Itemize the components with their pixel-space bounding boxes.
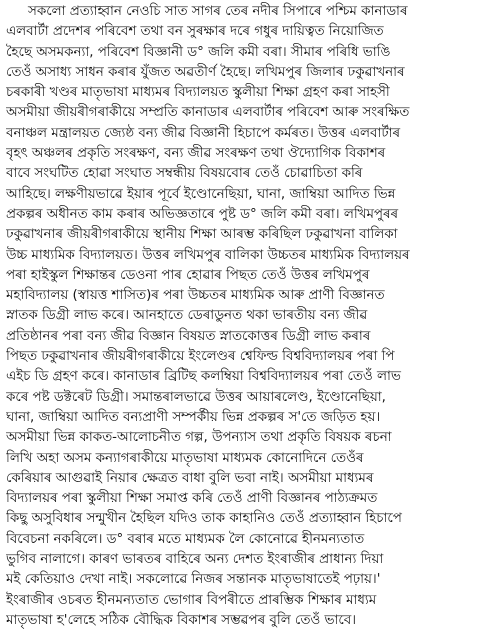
article-line-1: সকলো প্ৰত্যাহ্বান নেওচি সাত সাগৰ তেৰ নদীৰ সিপাৰে পশ্চিম কানাডাৰ — [28, 4, 408, 19]
article-line-31: মাতৃভাষা হ'লেহে সঠিক বৌদ্ধিক বিকাশৰ সম্ভৱপৰ বুলি তেওঁ ভাবে। — [6, 612, 357, 628]
article-line-11: প্ৰকল্পৰ অধীনত কাম কৰাৰ অভিজ্ঞতাৰে পুষ্ট ড° জলি কমী বৰা। লখিমপুৰৰ — [6, 206, 399, 222]
article-line-12: ঢকুৱাখনাৰ জীয়ৰীগৰাকীয়ে স্থানীয় শিক্ষা আৰম্ভ কৰিছিল ঢকুৱাখনা বালিকা — [6, 227, 398, 243]
article-line-7: বনাঞ্চল মন্ত্ৰালয়ত জ্যেষ্ঠ বন্য জীৱ বিজ্ঞানী হিচাপে কৰ্মৰত। উত্তৰ এলবাৰ্টাৰ — [6, 125, 401, 141]
article-line-16: স্নাতক ডিগ্ৰী লাভ কৰে। আনহাতে ডেৰাডুনত থকা ভাৰতীয় বন্য জীৱ — [6, 308, 368, 324]
article-line-8: বৃহৎ অঞ্চলৰ প্ৰকৃতি সংৰক্ষণ, বন্য জীৱ সংৰক্ষণ তথা ঔদ্যোগিক বিকাশৰ — [6, 146, 386, 162]
article-line-9: বাবে সংঘটিত হোৱা সংঘাত সম্বন্ধীয় বিষয়বোৰ তেওঁ চোৱাচিতা কৰি — [6, 166, 363, 182]
article-line-19: এইচ ডি গ্ৰহণ কৰে। কানাডাৰ ব্ৰিটিছ কলম্বিয়া বিশ্ববিদ্যালয়ৰ পৰা তেওঁ লাভ — [6, 369, 401, 385]
article-line-6: অসমীয়া জীয়ৰীগৰাকীয়ে সম্প্ৰতি কানাডাৰ এলবাৰ্টাৰ পৰিবেশ আৰু সংৰক্ষিত — [6, 105, 410, 121]
article-line-22: অসমীয়া ভিন্ন কাকত-আলোচনীত গল্প, উপন্যাস তথা প্ৰকৃতি বিষয়ক ৰচনা — [6, 430, 392, 446]
article-line-24: কেৰিয়াৰ আগুৱাই নিয়াৰ ক্ষেত্ৰত বাধা বুলি ভবা নাই। অসমীয়া মাধ্যমৰ — [6, 470, 374, 486]
article-line-23: লিখি অহা অসম কন্যাগৰাকীয়ে মাতৃভাষা মাধ্যমক কোনোদিনে তেওঁৰ — [6, 450, 364, 466]
article-line-26: কিছু অসুবিধাৰ সন্মুখীন হৈছিল যদিও তাক কাহানিও তেওঁ প্ৰত্যাহ্বান হিচাপে — [6, 511, 402, 527]
article-body — [6, 2, 474, 631]
article-line-14: পৰা হাইস্কুল শিক্ষান্তৰ ডেওনা পাৰ হোৱাৰ পিছত তেওঁ উত্তৰ লখিমপুৰ — [6, 267, 370, 283]
article-line-5: চৰকাৰী খণ্ডৰ মাতৃভাষা মাধ্যমৰ বিদ্যালয়ত স্কুলীয়া শিক্ষা গ্ৰহণ কৰা সাহসী — [6, 85, 390, 101]
article-line-2: এলবাৰ্টা প্ৰদেশৰ পৰিবেশ তথা বন সুৰক্ষাৰ দৰে গধুৰ দায়িত্বত নিয়োজিত — [6, 24, 384, 40]
article-line-30: ইংৰাজীৰ ওচৰত হীনমন্যতাত ভোগাৰ বিপৰীতে প্ৰাৰম্ভিক শিক্ষাৰ মাধ্যম — [6, 592, 377, 608]
article-line-25: বিদ্যালয়ৰ পৰা স্কুলীয়া শিক্ষা সমাপ্ত কৰি তেওঁ প্ৰাণী বিজ্ঞানৰ পাঠ্যক্ৰমত — [6, 491, 378, 507]
article-line-17: প্ৰতিষ্ঠানৰ পৰা বন্য জীৱ বিজ্ঞান বিষয়ত স্নাতকোত্তৰ ডিগ্ৰী লাভ কৰাৰ — [6, 328, 371, 344]
article-line-10: আহিছে। লক্ষণীয়ভাৱে ইয়াৰ পূৰ্বে ইণ্ডোনেছিয়া, ঘানা, জাম্বিয়া আদিত ভিন্ন — [6, 186, 396, 202]
article-line-18: পিছত ঢকুৱাখনাৰ জীয়ৰীগৰাকীয়ে ইংলেণ্ডৰ শ্বেফিল্ড বিশ্ববিদ্যালয়ৰ পৰা পি — [6, 349, 395, 365]
article-line-3: হৈছে অসমকন্যা, পৰিবেশ বিজ্ঞানী ড° জলি কমী বৰা। সীমাৰ পৰিধি ভাঙি — [6, 44, 391, 60]
article-line-21: ঘানা, জাম্বিয়া আদিত বন্যপ্ৰাণী সম্পৰ্কীয় ভিন্ন প্ৰকল্পৰ স'তে জড়িত হয়। — [6, 409, 381, 425]
article-line-15: মহাবিদ্যালয় (স্বায়ত্ত শাসিত)ৰ পৰা উচ্চতৰ মাধ্যমিক আৰু প্ৰাণী বিজ্ঞানত — [6, 288, 385, 304]
article-line-13: উচ্চ মাধ্যমিক বিদ্যালয়ত। উত্তৰ লখিমপুৰ বালিকা উচ্চতৰ মাধ্যমিক বিদ্যালয়ৰ — [6, 247, 410, 263]
article-line-4: তেওঁ অসাধ্য সাধন কৰাৰ যুঁজত অৱতীৰ্ণ হৈছে। লখিমপুৰ জিলাৰ ঢকুৱাখনাৰ — [6, 64, 405, 80]
article-line-29: মই কেতিয়াও দেখা নাই। সকলোৱে নিজৰ সন্তানক মাতৃভাষাতেই পঢ়ায়।' — [6, 572, 381, 588]
article-line-20: কৰে পষ্ট ডক্টৰেট ডিগ্ৰী। সমান্তৰালভাৱে উত্তৰ আয়াৰলেণ্ড, ইণ্ডোনেছিয়া, — [6, 389, 386, 405]
article-line-27: বিবেচনা নকৰিলে। ড° বৰাৰ মতে মাধ্যমক লৈ কোনোৱে হীনমন্যতাত — [6, 531, 365, 547]
article-line-28: ভুগিব নালাগে। কাৰণ ভাৰতৰ বাহিৰে অন্য দেশত ইংৰাজীৰ প্ৰাধান্য দিয়া — [6, 552, 384, 568]
